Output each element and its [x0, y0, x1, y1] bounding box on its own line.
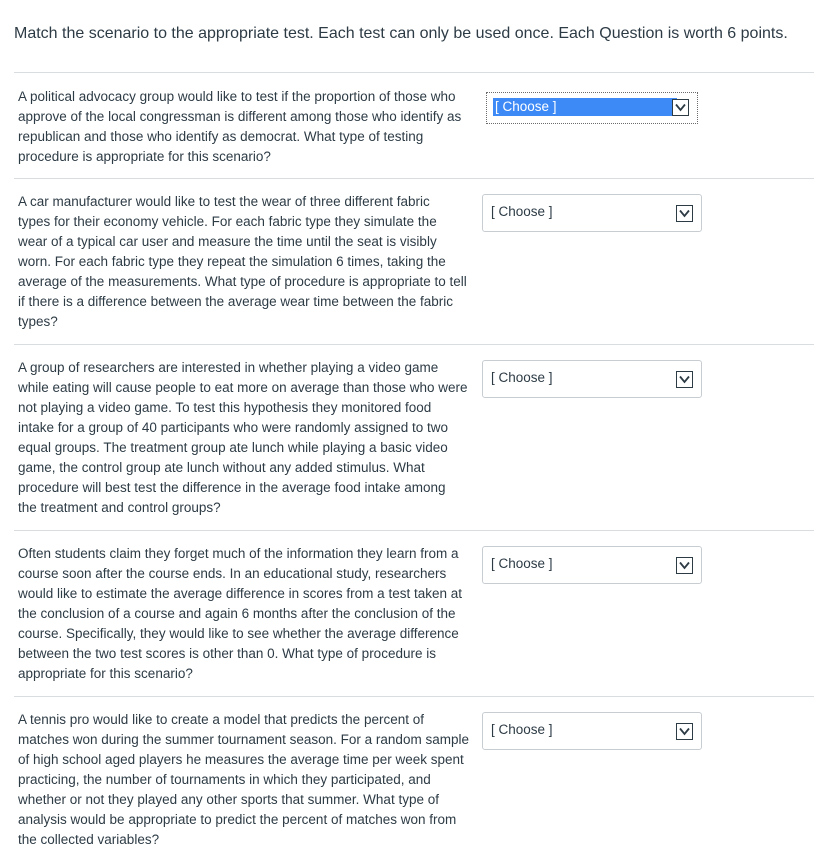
question-2-text — [18, 192, 480, 332]
divider — [14, 344, 814, 345]
question-line: intake for a group of 40 participants who were randomly assigned to two — [18, 420, 448, 435]
divider — [14, 696, 814, 697]
question-line: the conclusion of a course and again 6 months after the conclusion of the — [18, 606, 456, 621]
question-line: if there is a difference between the average wear time between the fabric — [18, 294, 454, 309]
question-line: A tennis pro would like to create a model that predicts the percent of — [18, 712, 424, 727]
question-line: appropriate for this scenario? — [18, 666, 193, 681]
divider — [14, 530, 814, 531]
question-line: wear of a typical car user and measure the time until the seat is visibly — [18, 234, 437, 249]
question-4-text — [18, 544, 480, 684]
question-line: game, the control group ate lunch without any added stimulus. What — [18, 460, 425, 475]
question-line: procedure will best test the difference in the average food intake among — [18, 480, 446, 495]
question-line: analysis would be appropriate to predict the percent of matches won from — [18, 812, 457, 827]
question-line: approve of the local congressman is different among those who identify as — [18, 109, 462, 124]
question-2-answer-select[interactable] — [482, 194, 702, 232]
question-line: average of the measurements. What type of procedure is appropriate to tell — [18, 274, 467, 289]
select-value: [ Choose ] — [491, 556, 553, 571]
divider — [14, 178, 814, 179]
question-line: types? — [18, 314, 58, 329]
question-line: practicing, the number of tournaments in which they participated, and — [18, 772, 431, 787]
instructions-text: Match the scenario to the appropriate test. Each test can only be used once. Each Question is worth 6 points. — [14, 25, 788, 42]
question-line: A group of researchers are interested in whether playing a video game — [18, 360, 439, 375]
chevron-down-icon[interactable] — [676, 557, 693, 574]
question-line: whether or not they played any other sports that summer. What type of — [18, 792, 439, 807]
select-value: [ Choose ] — [495, 99, 557, 114]
question-line: while eating will cause people to eat more on average than those who were — [18, 380, 468, 395]
question-line: A political advocacy group would like to test if the proportion of those who — [18, 89, 456, 104]
select-value: [ Choose ] — [491, 722, 553, 737]
question-3-answer-select[interactable] — [482, 360, 702, 398]
chevron-down-icon[interactable] — [676, 205, 693, 222]
question-line: republican and those who identify as democrat. What type of testing — [18, 129, 424, 144]
question-line: types for their economy vehicle. For each fabric type they simulate the — [18, 214, 437, 229]
question-line: course soon after the course ends. In an educational study, researchers — [18, 566, 447, 581]
question-4-answer-select[interactable] — [482, 546, 702, 584]
chevron-down-icon[interactable] — [676, 371, 693, 388]
question-line: Often students claim they forget much of the information they learn from a — [18, 546, 459, 561]
select-value: [ Choose ] — [491, 204, 553, 219]
question-line: not playing a video game. To test this hypothesis they monitored food — [18, 400, 432, 415]
question-line: would like to estimate the average difference in scores from a test taken at — [18, 586, 462, 601]
question-5-answer-select[interactable] — [482, 712, 702, 750]
chevron-down-icon[interactable] — [676, 723, 693, 740]
divider — [14, 72, 814, 73]
question-line: of high school aged players he measures the average time per week spent — [18, 752, 464, 767]
question-line: between the two test scores is other than 0. What type of procedure is — [18, 646, 436, 661]
question-line: A car manufacturer would like to test the wear of three different fabric — [18, 194, 430, 209]
question-5-text — [18, 710, 480, 850]
select-value: [ Choose ] — [491, 370, 553, 385]
question-line: procedure is appropriate for this scenario? — [18, 149, 271, 164]
question-line: matches won during the summer tournament season. For a random sample — [18, 732, 469, 747]
question-1-text — [18, 87, 480, 167]
question-line: equal groups. The treatment group ate lunch while playing a basic video — [18, 440, 448, 455]
question-1-answer-select[interactable] — [486, 92, 698, 124]
question-line: course. Specifically, they would like to see whether the average difference — [18, 626, 459, 641]
chevron-down-icon[interactable] — [672, 99, 689, 116]
question-line: the collected variables? — [18, 832, 160, 847]
question-3-text — [18, 358, 480, 518]
question-line: worn. For each fabric type they repeat the simulation 6 times, taking the — [18, 254, 446, 269]
question-line: the treatment and control groups? — [18, 500, 221, 515]
